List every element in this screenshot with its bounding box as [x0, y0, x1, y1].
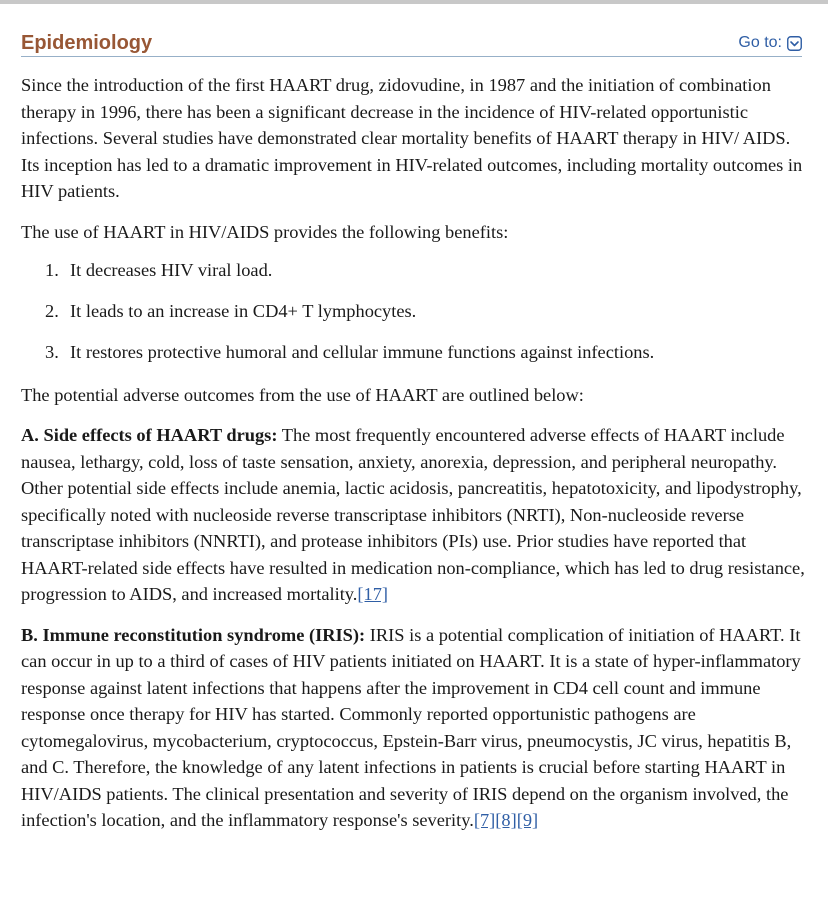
list-text: It leads to an increase in CD4+ T lymphocytes. [70, 301, 417, 321]
goto-button[interactable] [738, 34, 802, 52]
list-item [21, 298, 805, 325]
citation-link-8[interactable]: [8] [495, 810, 517, 830]
intro-paragraph: Since the introduction of the first HAART drug, zidovudine, in 1987 and the initiation of combination therapy in 1996, there has been a significant decrease in the incidence of HIV-related opportunistic infections. Several studies have demonstrated clear mortality benefits of HAART therapy in HIV/ AIDS. Its inception has led to a dramatic improvement in HIV-related outcomes, including mortality outcomes in HIV patients. [21, 75, 803, 201]
adverse-lead: The potential adverse outcomes from the use of HAART are outlined below: [21, 384, 584, 405]
citation-link-9[interactable]: [9] [516, 810, 539, 830]
side-effects-paragraph [21, 422, 805, 608]
article-body [21, 72, 805, 848]
side-effects-body: The most frequently encountered adverse effects of HAART include nausea, lethargy, cold, loss of taste sensation, anxiety, anorexia, depression, and peripheral neuropathy. Other potential side effects include anemia, lactic acidosis, pancreatitis, hepatotoxicity, and lipodystrophy, specifically noted with nucleoside reverse transcriptase inhibitors (NRTI), Non-nucleoside reverse transcriptase inhibitors (NNRTI), and protease inhibitors (PIs) use. Prior studies have reported that HAART-related side effects have resulted in medication non-compliance, which has led to drug resistance, progression to AIDS, and increased mortality. [21, 425, 805, 604]
benefits-lead: The use of HAART in HIV/AIDS provides the following benefits: [21, 221, 509, 242]
citation-link-17[interactable]: [17] [357, 584, 389, 604]
section-header [21, 28, 802, 57]
iris-heading: B. Immune reconstitution syndrome (IRIS): [21, 624, 366, 645]
top-divider [0, 0, 828, 4]
chevron-down-icon[interactable] [787, 36, 802, 51]
citation-link-7[interactable]: [7] [473, 810, 496, 830]
list-number: 3. [45, 342, 59, 362]
list-number: 1. [45, 260, 59, 280]
list-text: It restores protective humoral and cellular immune functions against infections. [70, 342, 655, 362]
section-title: Epidemiology [21, 32, 153, 54]
side-effects-heading: A. Side effects of HAART drugs: [21, 425, 278, 445]
benefits-list [21, 257, 805, 366]
iris-body: IRIS is a potential complication of initiation of HAART. It can occur in up to a third of cases of HIV patients initiated on HAART. It is a state of hyper-inflammatory response against latent infections that happens after the improvement in CD4 cell count and immune response once therapy for HIV has started. Commonly reported opportunistic pathogens are cytomegalovirus, mycobacterium, cryptococcus, Epstein-Barr virus, pneumocystis, JC virus, hepatitis B, and C. Therefore, the knowledge of any latent infections in patients is crucial before starting HAART in HIV/AIDS patients. The clinical presentation and severity of IRIS depend on the organism involved, the infection's location, and the inflammatory response's severity. [21, 624, 801, 830]
list-item [21, 257, 805, 284]
list-item [21, 339, 805, 366]
list-number: 2. [45, 301, 59, 321]
iris-paragraph [21, 622, 805, 834]
list-text: It decreases HIV viral load. [70, 260, 273, 280]
goto-label: Go to: [738, 34, 782, 51]
